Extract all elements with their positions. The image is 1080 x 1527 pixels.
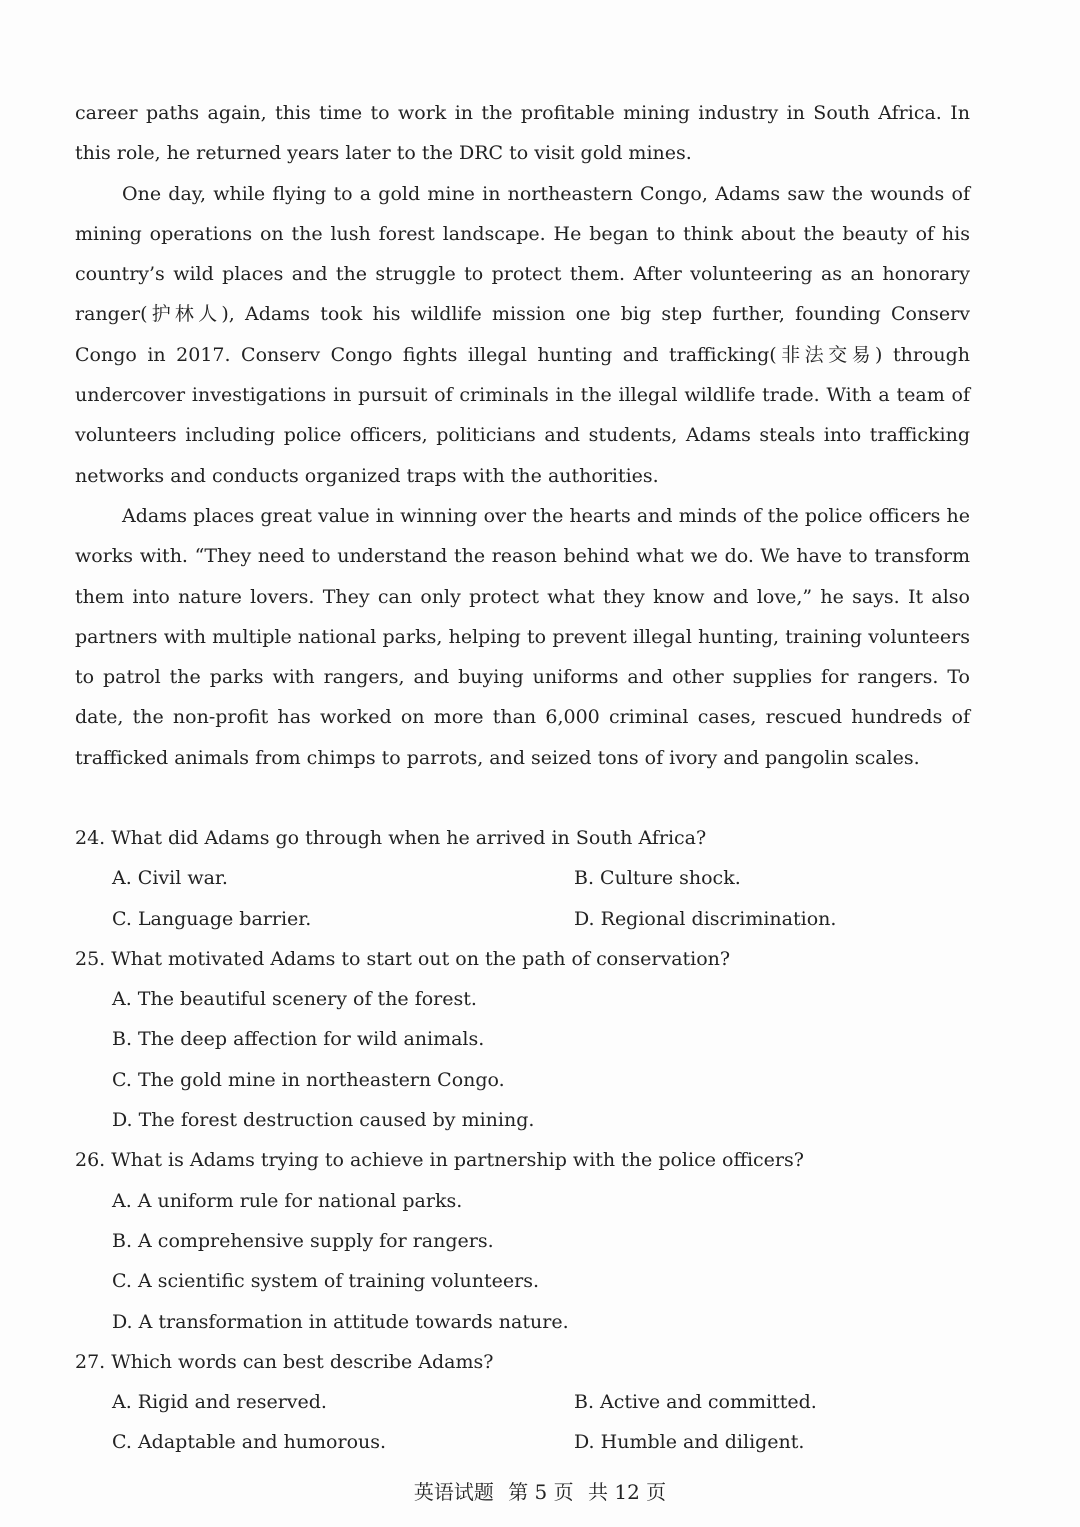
question-list	[75, 818, 970, 1463]
option-a: A. Rigid and reserved.	[112, 1391, 327, 1414]
option-b: B. A comprehensive supply for rangers.	[112, 1229, 494, 1252]
option-row	[75, 858, 970, 898]
footer-subject: 英语试题	[413, 1480, 494, 1504]
option-row	[75, 1422, 970, 1462]
option-d: D. A transformation in attitude towards nature.	[112, 1310, 569, 1333]
option-a: A. Civil war.	[112, 867, 228, 890]
option-a: A. A uniform rule for national parks.	[112, 1189, 463, 1212]
reading-passage	[75, 93, 970, 778]
passage-paragraph: Adams places great value in winning over the hearts and minds of the police officers he works with. “They need to understand the reason behind what we do. We have to transform them into nature lovers. They can only protect what they know and love,” he says. It also partners with multiple national parks, helping to prevent illegal hunting, training volunteers to patrol the parks with rangers, and buying uniforms and other supplies for rangers. To date, the non-profit has worked on more than 6,000 criminal cases, rescued hundreds of trafficked animals from chimps to parrots, and seized tons of ivory and pangolin scales.	[75, 504, 970, 769]
page-footer	[0, 1474, 1080, 1510]
footer-page-number: 第 5 页	[508, 1480, 574, 1504]
option-d: D. Regional discrimination.	[574, 907, 837, 930]
question-stem: 25. What motivated Adams to start out on the path of conservation?	[75, 947, 731, 970]
option-c: C. The gold mine in northeastern Congo.	[112, 1068, 505, 1091]
question-27	[75, 1342, 970, 1463]
passage-paragraph: One day, while flying to a gold mine in northeastern Congo, Adams saw the wounds of mining operations on the lush forest landscape. He began to think about the beauty of his country’s wild places and the struggle to protect them. After volunteering as an honorary ranger(护林人), Adams took his wildlife mission one big step further, founding Conserv Congo in 2017. Conserv Congo fights illegal hunting and trafficking(非法交易) through undercover investigations in pursuit of criminals in the illegal wildlife trade. With a team of volunteers including police officers, politicians and students, Adams steals into trafficking networks and conducts organized traps with the authorities.	[75, 182, 970, 487]
question-25	[75, 939, 970, 1140]
option-row	[75, 1382, 970, 1422]
option-b: B. The deep affection for wild animals.	[112, 1028, 485, 1051]
question-26	[75, 1140, 970, 1341]
question-stem: 27. Which words can best describe Adams?	[75, 1350, 494, 1373]
option-c: C. Adaptable and humorous.	[112, 1431, 387, 1454]
option-c: C. A scientific system of training volunteers.	[112, 1270, 539, 1293]
option-row	[75, 899, 970, 939]
option-d: D. Humble and diligent.	[574, 1431, 805, 1454]
option-a: A. The beautiful scenery of the forest.	[112, 988, 477, 1011]
option-b: B. Active and committed.	[574, 1391, 817, 1414]
option-d: D. The forest destruction caused by mining.	[112, 1109, 535, 1132]
question-stem: 26. What is Adams trying to achieve in partnership with the police officers?	[75, 1149, 804, 1172]
option-c: C. Language barrier.	[112, 907, 312, 930]
question-stem: 24. What did Adams go through when he arrived in South Africa?	[75, 827, 707, 849]
passage-paragraph: career paths again, this time to work in the profitable mining industry in South Africa. In this role, he returned years later to the DRC to visit gold mines.	[75, 102, 970, 165]
question-24	[75, 818, 970, 939]
option-b: B. Culture shock.	[574, 867, 741, 890]
footer-total-pages: 共 12 页	[588, 1480, 667, 1504]
